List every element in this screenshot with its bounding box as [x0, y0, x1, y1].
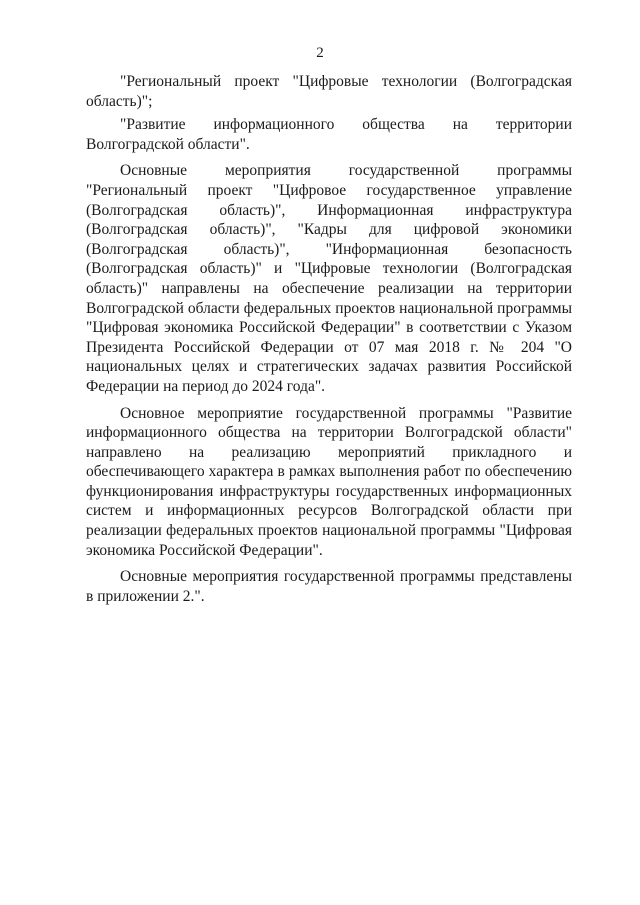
paragraph-main-activity-information-society: Основное мероприятие государственной программы "Развитие информационного общества на территории Волгоградской области" направлено на реализацию мероприятий прикладного и обеспечивающего характера в рамках выполнения работ по обеспечению функционирования инфраструктуры государственных информационных систем и информационных ресурсов Волгоградской области при реализации федеральных проектов национальной программы "Цифровая экономика Российской Федерации".: [86, 404, 572, 559]
paragraph-main-activities-regional-project: Основные мероприятия государственной программы "Региональный проект "Цифровое государственное управление (Волгоградская область)", Информационная инфраструктура (Волгоградская область)", "Кадры для цифровой экономики (Волгоградская область)", "Информационная безопасность (Волгоградская область)" и "Цифровые технологии (Волгоградская область)" направлены на обеспечение реализации на территории Волгоградской области федеральных проектов национальной программы "Цифровая экономика Российской Федерации" в соответствии с Указом Президента Российской Федерации от 07 мая 2018 г. № 204 "О национальных целях и стратегических задачах развития Российской Федерации на период до 2024 года".: [86, 162, 572, 395]
paragraph-project-digital-technologies: "Региональный проект "Цифровые технологии (Волгоградская область)";: [86, 73, 572, 110]
document-body: [86, 72, 572, 606]
page-number: 2: [316, 45, 324, 61]
paragraph-appendix-reference: Основные мероприятия государственной программы представлены в приложении 2.".: [86, 568, 572, 605]
paragraph-information-society: "Развитие информационного общества на территории Волгоградской области".: [86, 116, 572, 153]
